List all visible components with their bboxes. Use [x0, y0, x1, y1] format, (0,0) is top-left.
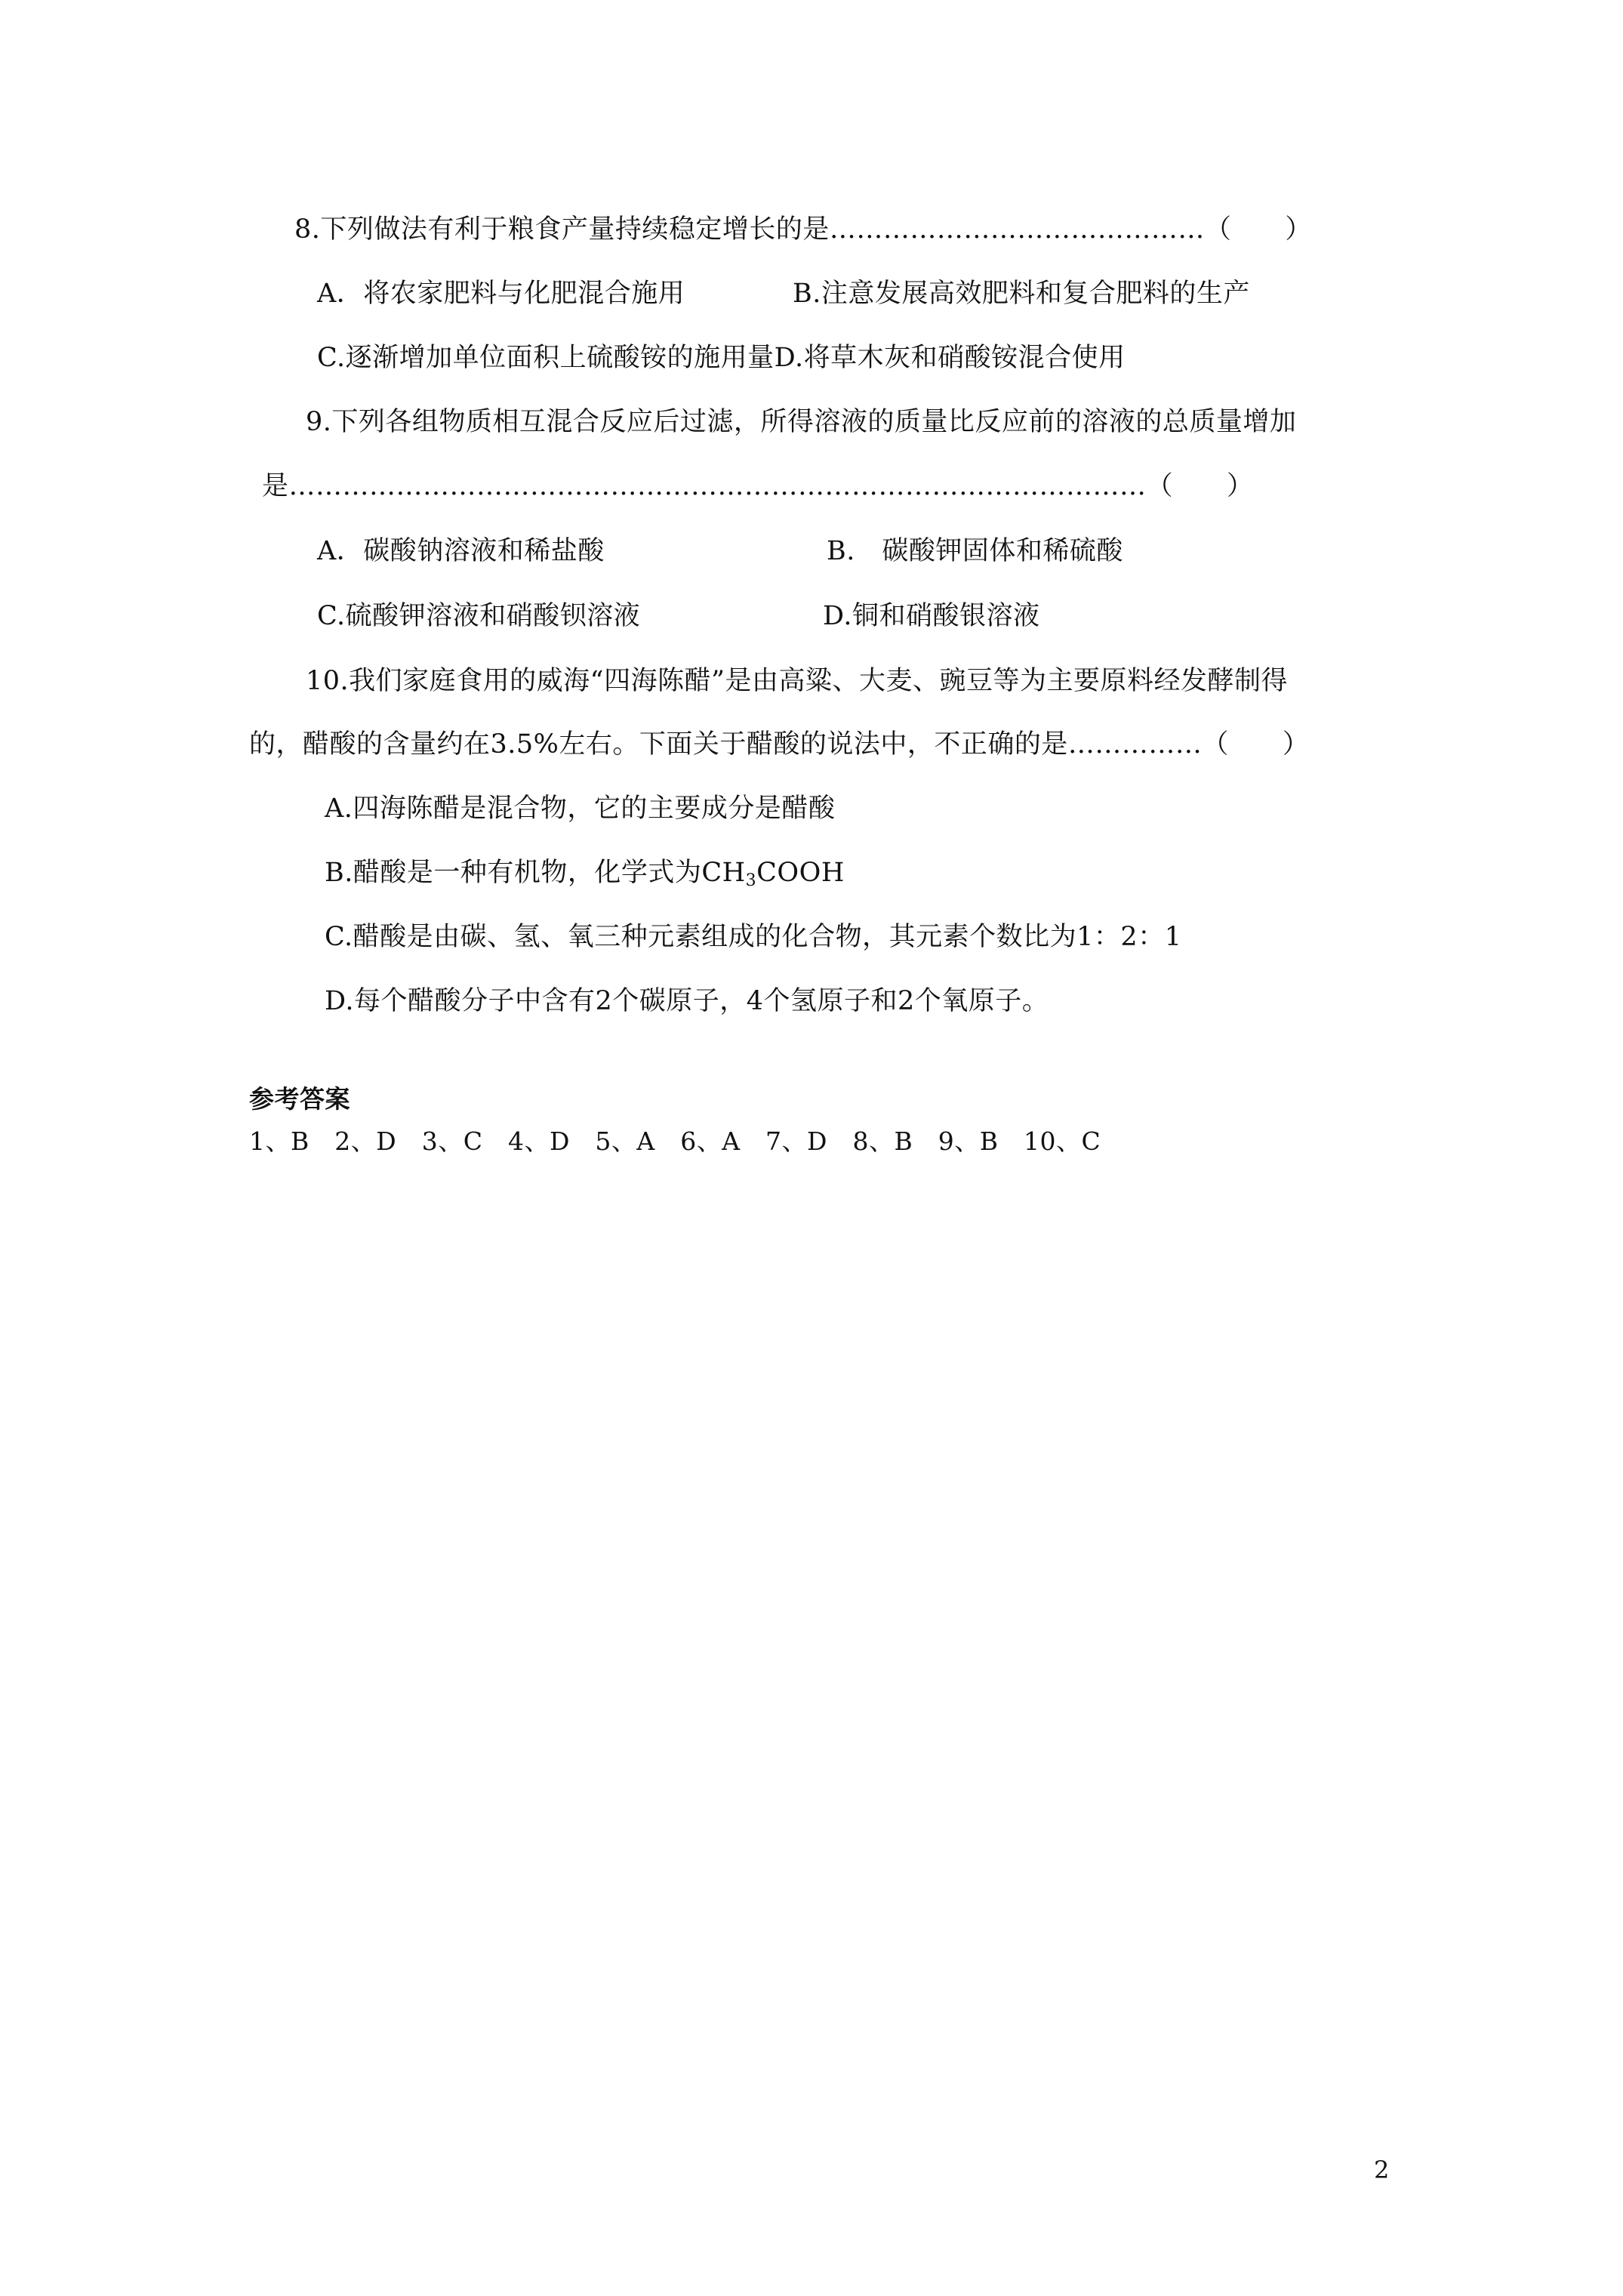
question-10-option-a: A.四海陈醋是混合物，它的主要成分是醋酸	[325, 794, 836, 824]
question-8-option-b: B.注意发展高效肥料和复合肥料的生产	[793, 279, 1250, 309]
question-9-option-b: B. 碳酸钾固体和稀硫酸	[827, 536, 1123, 566]
question-10-stem-line2: 的，醋酸的含量约在3.5%左右。下面关于醋酸的说法中，不正确的是……………（ ）	[249, 729, 1310, 760]
question-10-option-d: D.每个醋酸分子中含有2个碳原子，4个氢原子和2个氧原子。	[325, 986, 1049, 1016]
question-10-option-b	[325, 856, 845, 898]
question-9-text: 下列各组物质相互混合反应后过滤，所得溶液的质量比反应前的溶液的总质量增加	[331, 407, 1297, 437]
formula-subscript: 3	[745, 871, 757, 890]
question-9-option-a: A．碳酸钠溶液和稀盐酸	[317, 536, 605, 566]
question-8-number: 8.	[294, 214, 321, 245]
question-9-number: 9.	[306, 407, 332, 437]
question-10-text: 我们家庭食用的威海“四海陈醋”是由高粱、大麦、豌豆等为主要原料经发酵制得	[349, 666, 1288, 696]
answer-key-heading: 参考答案	[249, 1084, 350, 1114]
question-8-option-d: D.将草木灰和硝酸铵混合使用	[774, 343, 1126, 373]
question-9-option-d: D.铜和硝酸银溶液	[823, 601, 1040, 631]
question-9-stem-line2: 是……………………………………………………………………………………（ ）	[262, 471, 1254, 501]
question-8-text: 下列做法有利于粮食产量持续稳定增长的是……………………………………（ ）	[320, 214, 1312, 245]
question-8-stem	[294, 213, 1312, 246]
question-8-option-c: C.逐渐增加单位面积上硫酸铵的施用量	[317, 343, 775, 373]
page-number: 2	[1374, 2156, 1390, 2184]
question-10-number: 10.	[306, 666, 350, 696]
question-8-option-a: A．将农家肥料与化肥混合施用	[317, 279, 685, 309]
question-8-options-cd	[317, 341, 1126, 374]
answer-key-list: 1、B 2、D 3、C 4、D 5、A 6、A 7、D 8、B 9、B 10、C	[249, 1126, 1101, 1156]
question-9-option-c: C.硫酸钾溶液和硝酸钡溶液	[317, 601, 641, 631]
question-10-stem-line1	[306, 664, 1288, 698]
question-10-option-b-formula-tail: COOH	[756, 858, 845, 888]
question-10-option-b-text: B.醋酸是一种有机物，化学式为CH	[325, 858, 746, 888]
question-9-stem-line1	[306, 405, 1296, 439]
question-10-option-c: C.醋酸是由碳、氢、氧三种元素组成的化合物，其元素个数比为1：2：1	[325, 922, 1182, 952]
